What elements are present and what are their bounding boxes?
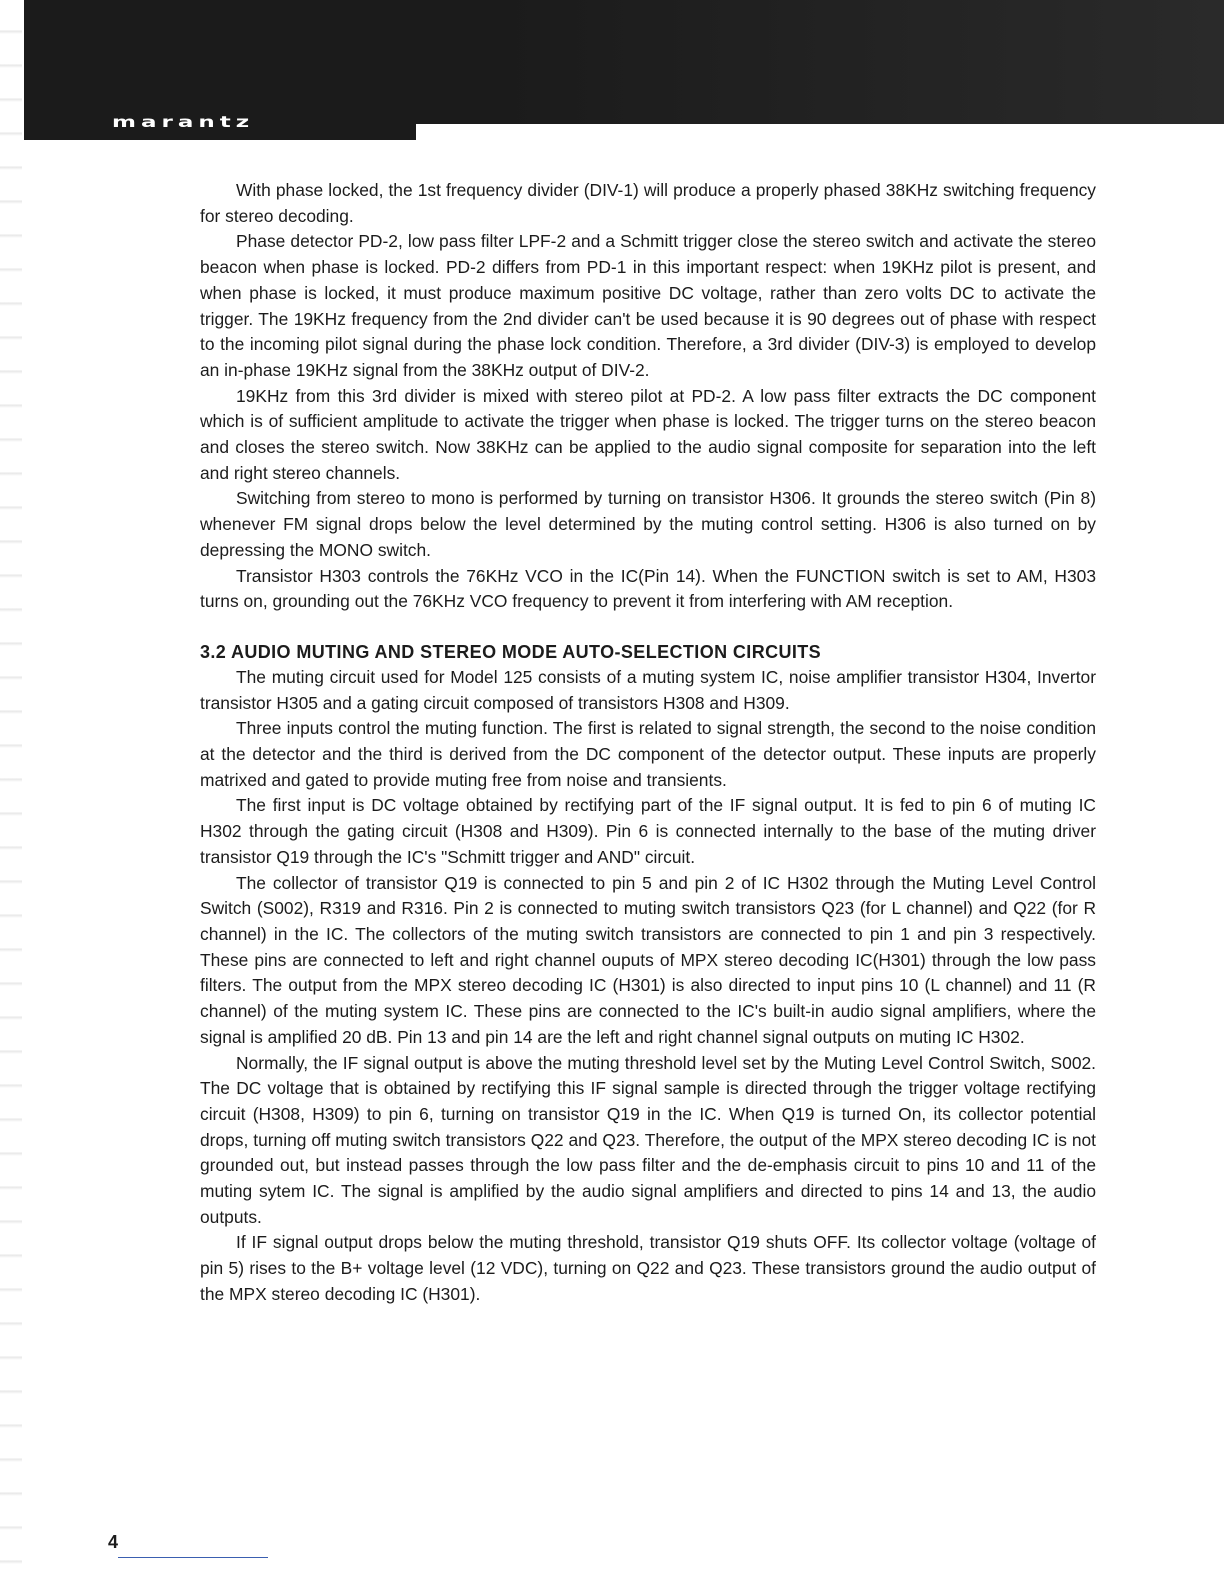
paragraph: If IF signal output drops below the muting threshold, transistor Q19 shuts OFF. Its collector voltage (voltage of pin 5) rises to the B+ voltage level (12 VDC), turning on Q22 and Q23. These transistors ground the audio output of the MPX stereo decoding IC (H301). [200, 1232, 1096, 1304]
section-heading: 3.2 AUDIO MUTING AND STEREO MODE AUTO-SELECTION CIRCUITS [200, 641, 822, 662]
brand-logo: marantz [112, 114, 255, 131]
page-number: 4 [108, 1532, 119, 1552]
paragraph: With phase locked, the 1st frequency divider (DIV-1) will produce a properly phased 38KHz switching frequency for stereo decoding. [200, 180, 1096, 226]
footer-rule [118, 1557, 268, 1558]
paragraph: Phase detector PD-2, low pass filter LPF-2 and a Schmitt trigger close the stereo switch and activate the stereo beacon when phase is locked. PD-2 differs from PD-1 in this important respect: when 19KHz pilot is present, and when phase is locked, it must produce maximum positive DC voltage, rather than zero volts DC to activate the trigger. The 19KHz frequency from the 2nd divider can't be used because it is 90 degrees out of phase with respect to the incoming pilot signal during the phase lock condition. Therefore, a 3rd divider (DIV-3) is employed to develop an in-phase 19KHz signal from the 38KHz output of DIV-2. [200, 231, 1096, 380]
paragraph: The first input is DC voltage obtained by rectifying part of the IF signal output. It is fed to pin 6 of muting IC H302 through the gating circuit (H308 and H309). Pin 6 is connected internally to the base of the muting driver transistor Q19 through the IC's "Schmitt trigger and AND" circuit. [200, 795, 1096, 867]
paragraph: 19KHz from this 3rd divider is mixed with stereo pilot at PD-2. A low pass filter extracts the DC component which is of sufficient amplitude to activate the trigger when phase is locked. The trigger turns on the stereo beacon and closes the stereo switch. Now 38KHz can be applied to the audio signal composite for separation into the left and right stereo channels. [200, 385, 1096, 483]
paragraph: Transistor H303 controls the 76KHz VCO in the IC(Pin 14). When the FUNCTION switch is set to AM, H303 turns on, grounding out the 76KHz VCO frequency to prevent it from interfering with AM reception. [200, 565, 1096, 612]
paragraph: Switching from stereo to mono is performed by turning on transistor H306. It grounds the stereo switch (Pin 8) whenever FM signal drops below the level determined by the muting control setting. H306 is also turned on by depressing the MONO switch. [200, 488, 1096, 560]
scan-binding-edge [0, 0, 22, 1584]
paragraph: Normally, the IF signal output is above the muting threshold level set by the Muting Level Control Switch, S002. The DC voltage that is obtained by rectifying this IF signal sample is directed through the trigger voltage rectifying circuit (H308, H309) to pin 6, turning on transistor Q19 in the IC. When Q19 is turned On, its collector potential drops, turning off muting switch transistors Q22 and Q23. Therefore, the output of the MPX stereo decoding IC is not grounded out, but instead passes through the low pass filter and the de-emphasis circuit to pins 10 and 11 of the muting sytem IC. The signal is amplified by the audio signal amplifiers and directed to pins 14 and 13, the audio outputs. [200, 1052, 1096, 1227]
paragraph: Three inputs control the muting function. The first is related to signal strength, the second to the noise condition at the detector and the third is derived from the DC component of the detector output. These inputs are properly matrixed and gated to provide muting free from noise and transients. [200, 718, 1096, 790]
header-notch [416, 124, 1224, 140]
document-body [200, 178, 1096, 1308]
paragraph: The collector of transistor Q19 is connected to pin 5 and pin 2 of IC H302 through the Muting Level Control Switch (S002), R319 and R316. Pin 2 is connected to muting switch transistors Q23 (for L channel) and Q22 (for R channel) in the IC. The collectors of the muting switch transistors are connected to pin 1 and pin 3 respectively. These pins are connected to left and right channel ouputs of MPX stereo decoding IC(H301) through the low pass filters. The output from the MPX stereo decoding IC (H301) is also directed to input pins 10 (L channel) and 11 (R channel) of the muting system IC. These pins are connected to the IC's built-in audio signal amplifiers, where the signal is amplified 20 dB. Pin 13 and pin 14 are the left and right channel signal outputs on muting IC H302. [200, 872, 1096, 1047]
header-texture [504, 0, 1224, 140]
paragraph: The muting circuit used for Model 125 consists of a muting system IC, noise amplifier transistor H304, Invertor transistor H305 and a gating circuit composed of transistors H308 and H309. [200, 666, 1096, 713]
